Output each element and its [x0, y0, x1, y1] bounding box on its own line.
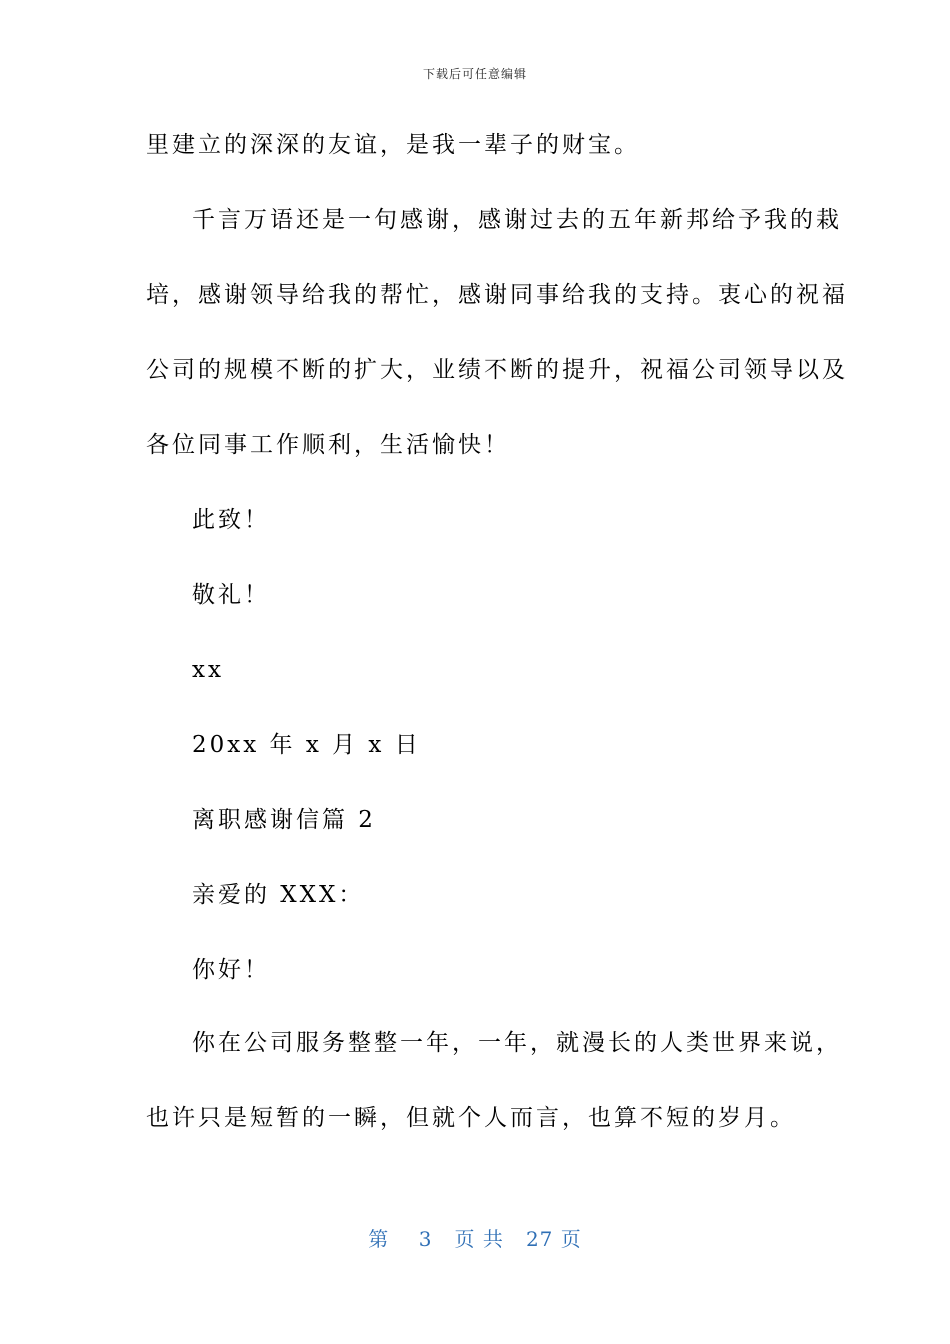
signature-date: 20xx 年 x 月 x 日 — [192, 732, 421, 758]
footer-total-pages: 27 — [525, 1227, 554, 1251]
closing-salutation: 此致！ — [192, 507, 270, 533]
signature-name: xx — [192, 657, 224, 683]
section-title: 离职感谢信篇 2 — [192, 807, 376, 833]
footer-prefix: 第 — [368, 1227, 390, 1251]
header-text: 下载后可任意编辑 — [422, 67, 527, 81]
greeting-recipient: 亲爱的 XXX： — [192, 882, 365, 908]
page-footer — [0, 1226, 950, 1252]
closing-regards: 敬礼！ — [192, 582, 270, 608]
body-line: 各位同事工作顺利，生活愉快！ — [146, 432, 510, 458]
footer-page-number: 3 — [418, 1227, 433, 1251]
greeting-hello: 你好！ — [192, 957, 270, 983]
footer-suffix: 页 — [560, 1227, 582, 1251]
body-line: 公司的规模不断的扩大，业绩不断的提升，祝福公司领导以及 — [146, 357, 848, 383]
footer-middle: 页 共 — [454, 1227, 504, 1251]
body-line: 培，感谢领导给我的帮忙，感谢同事给我的支持。衷心的祝福 — [146, 282, 848, 308]
page-header — [0, 66, 950, 82]
body-line: 你在公司服务整整一年，一年，就漫长的人类世界来说， — [192, 1030, 842, 1056]
body-line: 千言万语还是一句感谢，感谢过去的五年新邦给予我的栽 — [192, 207, 842, 233]
body-line: 里建立的深深的友谊，是我一辈子的财宝。 — [146, 132, 640, 158]
body-line: 也许只是短暂的一瞬，但就个人而言，也算不短的岁月。 — [146, 1105, 796, 1131]
